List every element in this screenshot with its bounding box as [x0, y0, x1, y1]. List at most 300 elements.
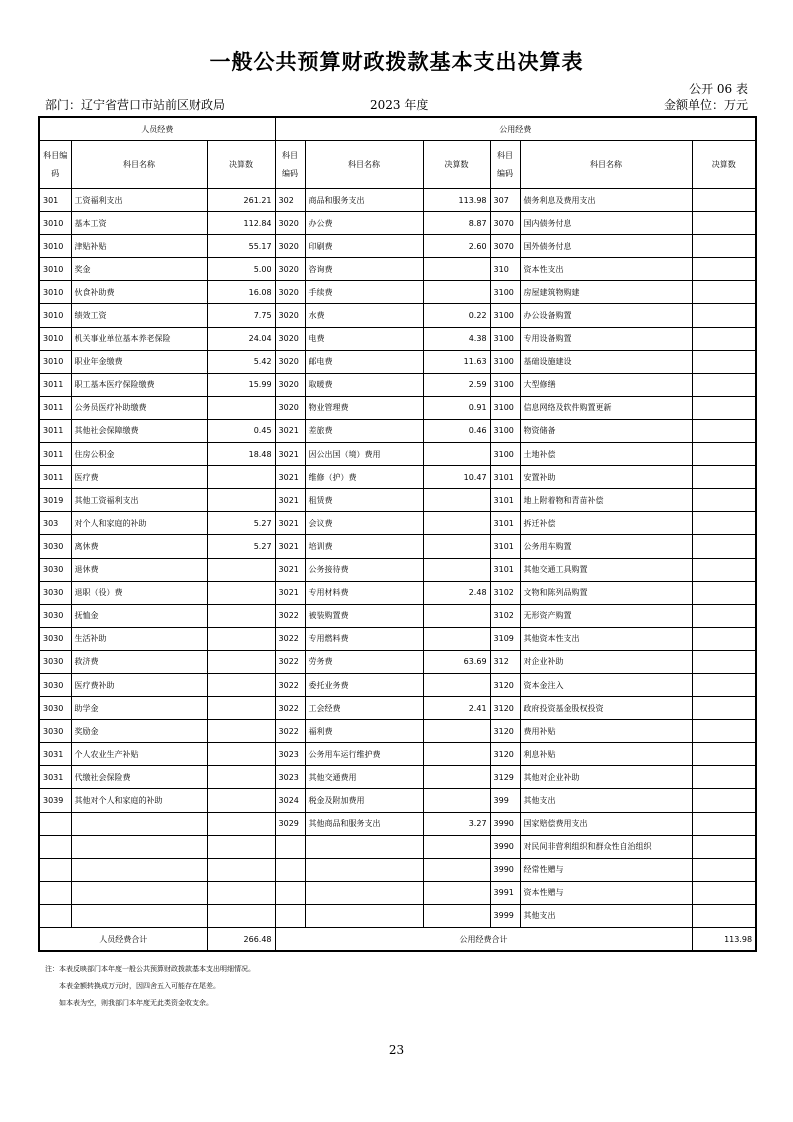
- item-code: [39, 858, 71, 881]
- item-name: 医疗费补助: [71, 673, 207, 696]
- item-amount: [692, 212, 756, 235]
- item-name: 文物和陈列品购置: [520, 581, 692, 604]
- item-amount: 2.60: [423, 235, 490, 258]
- item-name: 津贴补贴: [71, 235, 207, 258]
- item-code: 3021: [275, 443, 305, 466]
- item-name: 奖励金: [71, 720, 207, 743]
- header-name: 科目名称: [305, 141, 423, 189]
- item-code: 3011: [39, 396, 71, 419]
- table-row: [39, 673, 756, 696]
- item-code: 3120: [490, 673, 520, 696]
- item-amount: [423, 789, 490, 812]
- item-name: 被装购置费: [305, 604, 423, 627]
- item-code: 3022: [275, 673, 305, 696]
- item-amount: [423, 281, 490, 304]
- item-code: 3020: [275, 304, 305, 327]
- item-name: 助学金: [71, 697, 207, 720]
- item-name: 税金及附加费用: [305, 789, 423, 812]
- item-name: 其他商品和服务支出: [305, 812, 423, 835]
- item-code: 3100: [490, 350, 520, 373]
- item-name: 邮电费: [305, 350, 423, 373]
- item-name: 机关事业单位基本养老保险: [71, 327, 207, 350]
- item-amount: 5.27: [207, 512, 275, 535]
- header-code: 科目编码: [275, 141, 305, 189]
- item-amount: 112.84: [207, 212, 275, 235]
- item-amount: [423, 512, 490, 535]
- unit-label: 金额单位：万元: [663, 98, 748, 112]
- item-amount: [207, 558, 275, 581]
- item-amount: [692, 604, 756, 627]
- table-row: [39, 697, 756, 720]
- item-name: 个人农业生产补贴: [71, 743, 207, 766]
- item-name: 代缴社会保险费: [71, 766, 207, 789]
- item-amount: [692, 304, 756, 327]
- header-code: 科目编码: [490, 141, 520, 189]
- item-amount: [692, 766, 756, 789]
- item-amount: [423, 535, 490, 558]
- item-name: 拆迁补偿: [520, 512, 692, 535]
- item-name: 水费: [305, 304, 423, 327]
- item-code: 3010: [39, 212, 71, 235]
- item-name: 大型修缮: [520, 373, 692, 396]
- item-code: 3021: [275, 535, 305, 558]
- header-amount: 决算数: [207, 141, 275, 189]
- item-code: 3023: [275, 743, 305, 766]
- item-code: 3100: [490, 327, 520, 350]
- item-name: 其他支出: [520, 904, 692, 927]
- table-row: [39, 235, 756, 258]
- item-amount: 10.47: [423, 466, 490, 489]
- page-number: 23: [388, 1043, 405, 1057]
- item-code: 3030: [39, 627, 71, 650]
- item-code: 3010: [39, 235, 71, 258]
- item-amount: 55.17: [207, 235, 275, 258]
- item-code: 3030: [39, 558, 71, 581]
- item-code: 3021: [275, 489, 305, 512]
- item-name: 房屋建筑物购建: [520, 281, 692, 304]
- item-code: 3070: [490, 212, 520, 235]
- item-code: 3990: [490, 835, 520, 858]
- item-name: 国外债务付息: [520, 235, 692, 258]
- item-name: 工资福利支出: [71, 189, 207, 212]
- item-code: 3011: [39, 466, 71, 489]
- item-amount: [692, 489, 756, 512]
- item-name: 公务接待费: [305, 558, 423, 581]
- item-amount: 16.08: [207, 281, 275, 304]
- year-label: 2023 年度: [370, 98, 429, 112]
- item-name: 其他交通费用: [305, 766, 423, 789]
- item-code: 3020: [275, 258, 305, 281]
- table-row: [39, 904, 756, 927]
- table-row: [39, 212, 756, 235]
- item-amount: [692, 858, 756, 881]
- table-row: [39, 443, 756, 466]
- item-amount: 0.45: [207, 419, 275, 442]
- item-name: 资本金注入: [520, 673, 692, 696]
- table-code: 公开 06 表: [689, 82, 748, 96]
- item-code: 3022: [275, 720, 305, 743]
- personnel-total-value: 266.48: [207, 928, 275, 952]
- table-row: [39, 743, 756, 766]
- item-amount: 4.38: [423, 327, 490, 350]
- item-code: 3023: [275, 766, 305, 789]
- item-code: 3030: [39, 604, 71, 627]
- item-amount: [692, 627, 756, 650]
- item-amount: 5.00: [207, 258, 275, 281]
- item-amount: [207, 466, 275, 489]
- item-name: 医疗费: [71, 466, 207, 489]
- item-amount: [692, 581, 756, 604]
- item-amount: [692, 835, 756, 858]
- header-amount: 决算数: [692, 141, 756, 189]
- item-amount: [207, 789, 275, 812]
- note-line: 注：本表反映部门本年度一般公共预算财政拨款基本支出明细情况。: [45, 965, 255, 973]
- item-code: [39, 835, 71, 858]
- item-amount: [423, 258, 490, 281]
- item-code: 3990: [490, 812, 520, 835]
- item-amount: [692, 812, 756, 835]
- item-name: [71, 812, 207, 835]
- item-code: 303: [39, 512, 71, 535]
- table-row: [39, 812, 756, 835]
- item-name: 安置补助: [520, 466, 692, 489]
- table-row: [39, 512, 756, 535]
- item-code: 3019: [39, 489, 71, 512]
- item-code: 3021: [275, 466, 305, 489]
- item-name: 基本工资: [71, 212, 207, 235]
- item-amount: [692, 443, 756, 466]
- item-amount: [423, 743, 490, 766]
- item-name: 对企业补助: [520, 650, 692, 673]
- item-amount: [207, 673, 275, 696]
- item-code: 3010: [39, 304, 71, 327]
- table-row: [39, 350, 756, 373]
- item-name: 住房公积金: [71, 443, 207, 466]
- item-amount: [692, 373, 756, 396]
- table-row: [39, 327, 756, 350]
- table-row: [39, 535, 756, 558]
- item-code: 3021: [275, 558, 305, 581]
- totals-row: [39, 928, 756, 952]
- item-name: [71, 904, 207, 927]
- item-code: 3109: [490, 627, 520, 650]
- item-code: 3100: [490, 443, 520, 466]
- item-amount: 24.04: [207, 327, 275, 350]
- item-amount: [423, 881, 490, 904]
- item-amount: [207, 396, 275, 419]
- item-name: 福利费: [305, 720, 423, 743]
- item-name: 其他工资福利支出: [71, 489, 207, 512]
- item-amount: [423, 835, 490, 858]
- item-code: 3100: [490, 396, 520, 419]
- item-name: [71, 835, 207, 858]
- item-amount: [207, 881, 275, 904]
- page-title: 一般公共预算财政拨款基本支出决算表: [209, 50, 584, 74]
- item-code: 3100: [490, 281, 520, 304]
- notes: [45, 961, 255, 1012]
- item-code: 3102: [490, 581, 520, 604]
- item-amount: [423, 720, 490, 743]
- item-name: 信息网络及软件购置更新: [520, 396, 692, 419]
- item-name: 工会经费: [305, 697, 423, 720]
- item-name: 其他对企业补助: [520, 766, 692, 789]
- item-name: 职工基本医疗保险缴费: [71, 373, 207, 396]
- item-code: 310: [490, 258, 520, 281]
- item-code: 3999: [490, 904, 520, 927]
- item-name: 国内债务付息: [520, 212, 692, 235]
- group-header-public: 公用经费: [275, 117, 756, 141]
- item-code: 302: [275, 189, 305, 212]
- item-name: 职业年金缴费: [71, 350, 207, 373]
- table-row: [39, 858, 756, 881]
- item-name: 手续费: [305, 281, 423, 304]
- table-row: [39, 766, 756, 789]
- item-code: 3029: [275, 812, 305, 835]
- item-code: 3101: [490, 489, 520, 512]
- item-code: [39, 904, 71, 927]
- item-name: 公务用车运行维护费: [305, 743, 423, 766]
- item-code: 3010: [39, 281, 71, 304]
- header-name: 科目名称: [520, 141, 692, 189]
- item-code: 3100: [490, 419, 520, 442]
- item-code: 3100: [490, 304, 520, 327]
- item-code: 3010: [39, 258, 71, 281]
- item-name: 取暖费: [305, 373, 423, 396]
- item-amount: [692, 235, 756, 258]
- item-code: 312: [490, 650, 520, 673]
- item-name: 培训费: [305, 535, 423, 558]
- item-code: 3990: [490, 858, 520, 881]
- item-code: 3022: [275, 697, 305, 720]
- item-name: 土地补偿: [520, 443, 692, 466]
- item-code: 3070: [490, 235, 520, 258]
- item-name: 物资储备: [520, 419, 692, 442]
- item-code: 3039: [39, 789, 71, 812]
- item-name: 退职（役）费: [71, 581, 207, 604]
- item-name: 办公费: [305, 212, 423, 235]
- item-code: 3101: [490, 466, 520, 489]
- item-code: 3030: [39, 650, 71, 673]
- item-amount: [207, 858, 275, 881]
- item-amount: 15.99: [207, 373, 275, 396]
- item-amount: [692, 189, 756, 212]
- item-name: 资本性支出: [520, 258, 692, 281]
- item-amount: 0.22: [423, 304, 490, 327]
- item-code: 3020: [275, 212, 305, 235]
- item-name: 专用设备购置: [520, 327, 692, 350]
- item-code: 307: [490, 189, 520, 212]
- item-amount: [207, 627, 275, 650]
- item-amount: 7.75: [207, 304, 275, 327]
- item-amount: [692, 350, 756, 373]
- item-amount: [207, 720, 275, 743]
- table-row: [39, 258, 756, 281]
- item-name: 差旅费: [305, 419, 423, 442]
- table-row: [39, 789, 756, 812]
- item-code: 3021: [275, 512, 305, 535]
- item-name: 政府投资基金股权投资: [520, 697, 692, 720]
- item-name: 伙食补助费: [71, 281, 207, 304]
- item-name: 专用燃料费: [305, 627, 423, 650]
- item-amount: [207, 904, 275, 927]
- item-amount: 261.21: [207, 189, 275, 212]
- item-amount: [692, 904, 756, 927]
- item-amount: [207, 650, 275, 673]
- table-row: [39, 466, 756, 489]
- item-code: 3031: [39, 766, 71, 789]
- item-code: 3020: [275, 350, 305, 373]
- item-name: 印刷费: [305, 235, 423, 258]
- item-name: 无形资产购置: [520, 604, 692, 627]
- item-name: 地上附着物和青苗补偿: [520, 489, 692, 512]
- item-amount: [207, 766, 275, 789]
- item-code: 3024: [275, 789, 305, 812]
- item-name: 会议费: [305, 512, 423, 535]
- public-total-value: 113.98: [692, 928, 756, 952]
- item-amount: 2.59: [423, 373, 490, 396]
- item-name: 对个人和家庭的补助: [71, 512, 207, 535]
- table-row: [39, 720, 756, 743]
- item-code: 3011: [39, 443, 71, 466]
- item-name: 公务用车购置: [520, 535, 692, 558]
- department-label: 部门：辽宁省营口市站前区财政局: [45, 98, 226, 112]
- item-amount: [692, 327, 756, 350]
- item-amount: [207, 489, 275, 512]
- item-name: 退休费: [71, 558, 207, 581]
- item-amount: [692, 512, 756, 535]
- item-code: [39, 812, 71, 835]
- item-name: 救济费: [71, 650, 207, 673]
- item-name: 其他社会保障缴费: [71, 419, 207, 442]
- item-name: 资本性赠与: [520, 881, 692, 904]
- item-name: 其他支出: [520, 789, 692, 812]
- item-amount: 2.41: [423, 697, 490, 720]
- item-name: 利息补贴: [520, 743, 692, 766]
- item-code: 3022: [275, 627, 305, 650]
- item-name: 抚恤金: [71, 604, 207, 627]
- item-amount: [423, 673, 490, 696]
- item-name: [305, 858, 423, 881]
- item-code: 3102: [490, 604, 520, 627]
- item-amount: [207, 581, 275, 604]
- item-code: 3030: [39, 673, 71, 696]
- item-name: [305, 881, 423, 904]
- table-row: [39, 581, 756, 604]
- item-code: 3100: [490, 373, 520, 396]
- item-name: 因公出国（境）费用: [305, 443, 423, 466]
- item-code: 3101: [490, 512, 520, 535]
- public-total-label: 公用经费合计: [275, 928, 692, 952]
- item-amount: [692, 466, 756, 489]
- item-code: 3030: [39, 697, 71, 720]
- item-amount: 5.27: [207, 535, 275, 558]
- item-amount: [207, 697, 275, 720]
- item-code: 3021: [275, 581, 305, 604]
- item-name: 物业管理费: [305, 396, 423, 419]
- item-code: 3030: [39, 581, 71, 604]
- item-code: 3030: [39, 720, 71, 743]
- item-amount: [423, 558, 490, 581]
- item-code: 3120: [490, 720, 520, 743]
- table-row: [39, 604, 756, 627]
- item-name: 奖金: [71, 258, 207, 281]
- item-name: 其他资本性支出: [520, 627, 692, 650]
- item-code: 3101: [490, 535, 520, 558]
- item-amount: 113.98: [423, 189, 490, 212]
- item-amount: 0.46: [423, 419, 490, 442]
- item-code: 3101: [490, 558, 520, 581]
- expenditure-table: [38, 116, 757, 952]
- item-amount: [207, 604, 275, 627]
- item-name: 电费: [305, 327, 423, 350]
- table-row: [39, 304, 756, 327]
- item-name: 专用材料费: [305, 581, 423, 604]
- item-name: 绩效工资: [71, 304, 207, 327]
- item-amount: [692, 419, 756, 442]
- item-code: 3020: [275, 396, 305, 419]
- item-name: 对民间非营利组织和群众性自治组织: [520, 835, 692, 858]
- item-amount: [692, 881, 756, 904]
- header-amount: 决算数: [423, 141, 490, 189]
- table-row: [39, 396, 756, 419]
- item-amount: [692, 558, 756, 581]
- item-code: 3010: [39, 327, 71, 350]
- item-name: 商品和服务支出: [305, 189, 423, 212]
- table-row: [39, 835, 756, 858]
- item-code: 3120: [490, 697, 520, 720]
- item-code: 3030: [39, 535, 71, 558]
- item-amount: 2.48: [423, 581, 490, 604]
- item-amount: [207, 835, 275, 858]
- item-amount: 3.27: [423, 812, 490, 835]
- table-row: [39, 881, 756, 904]
- item-code: 301: [39, 189, 71, 212]
- item-name: 债务利息及费用支出: [520, 189, 692, 212]
- item-amount: [692, 650, 756, 673]
- item-code: 3031: [39, 743, 71, 766]
- item-code: 3120: [490, 743, 520, 766]
- item-name: 公务员医疗补助缴费: [71, 396, 207, 419]
- header-name: 科目名称: [71, 141, 207, 189]
- item-name: 办公设备购置: [520, 304, 692, 327]
- item-name: 生活补助: [71, 627, 207, 650]
- item-name: 委托业务费: [305, 673, 423, 696]
- group-header-personnel: 人员经费: [39, 117, 275, 141]
- item-amount: [692, 673, 756, 696]
- item-name: 咨询费: [305, 258, 423, 281]
- item-amount: [692, 789, 756, 812]
- item-amount: 0.91: [423, 396, 490, 419]
- item-amount: [692, 281, 756, 304]
- item-amount: [692, 396, 756, 419]
- item-name: [305, 904, 423, 927]
- item-name: [71, 881, 207, 904]
- header-code: 科目编码: [39, 141, 71, 189]
- note-line: 本表金额转换成万元时，因四舍五入可能存在尾差。: [59, 982, 220, 990]
- item-name: 维修（护）费: [305, 466, 423, 489]
- table-row: [39, 558, 756, 581]
- item-name: 劳务费: [305, 650, 423, 673]
- item-name: [305, 835, 423, 858]
- item-name: 离休费: [71, 535, 207, 558]
- table-row: [39, 281, 756, 304]
- table-row: [39, 373, 756, 396]
- item-amount: 63.69: [423, 650, 490, 673]
- item-code: [275, 881, 305, 904]
- item-amount: [423, 443, 490, 466]
- item-code: 3022: [275, 650, 305, 673]
- item-code: 3020: [275, 327, 305, 350]
